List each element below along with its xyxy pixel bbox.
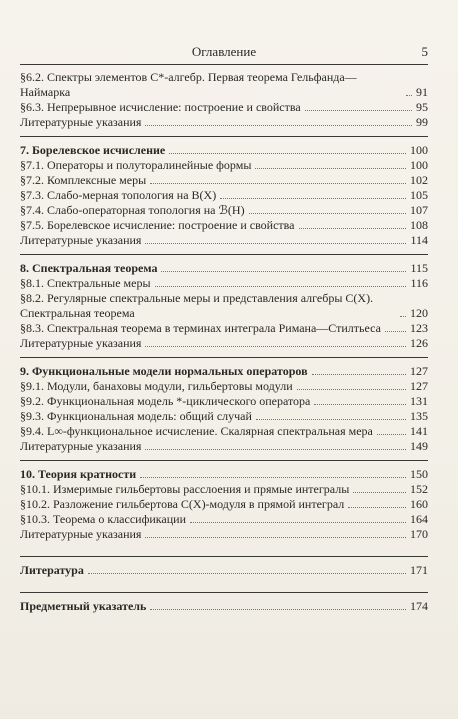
leader-dots	[249, 213, 406, 214]
toc-entry-page: 102	[410, 173, 428, 187]
toc-entry-page: 127	[410, 379, 428, 393]
toc-entry-page: 170	[410, 527, 428, 541]
toc-entry-label: §9.3. Функциональная модель: общий случай	[20, 409, 252, 423]
leader-dots	[155, 286, 407, 287]
toc-entry-page: 174	[410, 599, 428, 613]
toc-entry-label: §7.4. Слабо-операторная топология на ℬ(H)	[20, 203, 245, 217]
leader-dots	[406, 95, 412, 96]
toc-entry-page: 127	[410, 364, 428, 378]
leader-dots	[150, 183, 406, 184]
leader-dots	[88, 573, 406, 574]
toc-entry-label: §10.3. Теорема о классификации	[20, 512, 187, 526]
toc-entry[interactable]	[20, 158, 428, 173]
toc-entry-page: 150	[410, 467, 428, 481]
leader-dots	[385, 331, 406, 332]
toc-entry-label: §10.2. Разложение гильбертова C(X)-модуля в прямой интеграл	[20, 497, 345, 511]
section-separator	[20, 578, 428, 586]
header-title: Оглавление	[191, 44, 257, 59]
toc-entry-page: 115	[410, 261, 428, 275]
toc-entry-label: Литературные указания	[20, 527, 142, 541]
leader-dots	[256, 419, 406, 420]
toc-entry-label: Литературные указания	[20, 336, 142, 350]
leader-dots	[299, 228, 407, 229]
toc-entry[interactable]	[20, 424, 428, 439]
toc-entry-label: §8.2. Регулярные спектральные меры и представления алгебры C(X). Спектральная теорема	[20, 291, 374, 320]
toc-entry-page: 171	[410, 563, 428, 577]
toc-entry[interactable]	[20, 218, 428, 233]
toc-entry-label: §6.3. Непрерывное исчисление: построение и свойства	[20, 100, 301, 114]
toc-entry[interactable]	[20, 497, 428, 512]
section-separator	[20, 136, 428, 137]
leader-dots	[400, 316, 406, 317]
leader-dots	[314, 404, 406, 405]
toc-entry-page: 95	[416, 100, 428, 114]
toc-entry[interactable]	[20, 173, 428, 188]
toc-entry-label: §9.4. L∞-функциональное исчисление. Скалярная спектральная мера	[20, 424, 373, 438]
toc-entry[interactable]	[20, 321, 428, 336]
toc-entry-page: 160	[410, 497, 428, 511]
toc-entry[interactable]	[20, 409, 428, 424]
toc-entry[interactable]	[20, 527, 428, 542]
toc-entry-page: 141	[410, 424, 428, 438]
toc-entry-label: §9.1. Модули, банаховы модули, гильбертовы модули	[20, 379, 293, 393]
toc-entry-label: §7.2. Комплексные меры	[20, 173, 147, 187]
toc-entry-page: 100	[410, 143, 428, 157]
leader-dots	[145, 449, 406, 450]
toc-chapter-entry[interactable]	[20, 563, 428, 578]
toc-entry-page: 105	[410, 188, 428, 202]
toc-chapter-entry[interactable]	[20, 599, 428, 614]
leader-dots	[150, 609, 406, 610]
toc-entry[interactable]	[20, 276, 428, 291]
toc-entry[interactable]	[20, 394, 428, 409]
toc-entry-page: 135	[410, 409, 428, 423]
toc-entry-page: 107	[410, 203, 428, 217]
toc-entry-label: 9. Функциональные модели нормальных операторов	[20, 364, 308, 378]
leader-dots	[377, 434, 406, 435]
leader-dots	[190, 522, 406, 523]
toc-entry-page: 99	[416, 115, 428, 129]
toc-entry-label: §10.1. Измеримые гильбертовы расслоения и прямые интегралы	[20, 482, 350, 496]
leader-dots	[169, 153, 406, 154]
leader-dots	[297, 389, 406, 390]
section-separator	[20, 460, 428, 461]
toc-entry-page: 126	[410, 336, 428, 350]
toc-entry[interactable]	[20, 336, 428, 351]
toc-entry[interactable]	[20, 512, 428, 527]
toc-entry[interactable]	[20, 482, 428, 497]
toc-entry-page: 116	[410, 276, 428, 290]
toc-entry-label: §7.3. Слабо-мерная топология на B(X)	[20, 188, 217, 202]
toc-entry[interactable]	[20, 100, 428, 115]
leader-dots	[255, 168, 406, 169]
toc-entry[interactable]	[20, 233, 428, 248]
toc-entry-label: §8.3. Спектральная теорема в терминах интеграла Римана—Стилтьеса	[20, 321, 381, 335]
toc-entry-page: 164	[410, 512, 428, 526]
toc-entry[interactable]	[20, 115, 428, 130]
leader-dots	[140, 477, 406, 478]
toc-entry-label: 8. Спектральная теорема	[20, 261, 158, 275]
leader-dots	[145, 243, 406, 244]
toc-chapter-entry[interactable]	[20, 261, 428, 276]
toc-entry-label: 10. Теория кратности	[20, 467, 137, 481]
leader-dots	[145, 125, 412, 126]
toc-chapter-entry[interactable]	[20, 467, 428, 482]
toc-entry-label: Литературные указания	[20, 233, 142, 247]
toc-entry-label: §7.1. Операторы и полуторалинейные формы	[20, 158, 252, 172]
toc-entry-label: §9.2. Функциональная модель *-циклического оператора	[20, 394, 311, 408]
toc-entry-page: 114	[410, 233, 428, 247]
leader-dots	[145, 346, 406, 347]
toc-entry-page: 108	[410, 218, 428, 232]
toc-entry-page: 100	[410, 158, 428, 172]
toc-entry[interactable]	[20, 70, 428, 100]
toc-chapter-entry[interactable]	[20, 143, 428, 158]
toc-entry[interactable]	[20, 439, 428, 454]
toc-entry-page: 120	[410, 306, 428, 320]
toc-entry-label: §6.2. Спектры элементов C*-алгебр. Первая теорема Гельфанда—Наймарка	[20, 70, 357, 99]
toc-entry-page: 123	[410, 321, 428, 335]
leader-dots	[220, 198, 406, 199]
toc-entry-page: 149	[410, 439, 428, 453]
section-separator	[20, 556, 428, 557]
leader-dots	[305, 110, 412, 111]
toc-chapter-entry[interactable]	[20, 364, 428, 379]
leader-dots	[348, 507, 406, 508]
table-of-contents	[20, 70, 428, 614]
leader-dots	[145, 537, 406, 538]
header-page-number: 5	[421, 44, 428, 59]
running-header	[20, 44, 428, 65]
toc-entry[interactable]	[20, 379, 428, 394]
toc-entry-page: 91	[416, 85, 428, 99]
section-separator	[20, 357, 428, 358]
toc-entry-label: 7. Борелевское исчисление	[20, 143, 166, 157]
leader-dots	[161, 271, 406, 272]
toc-entry-label: §8.1. Спектральные меры	[20, 276, 151, 290]
toc-entry-label: Предметный указатель	[20, 599, 147, 613]
toc-entry-page: 131	[410, 394, 428, 408]
section-separator	[20, 254, 428, 255]
toc-entry[interactable]	[20, 188, 428, 203]
toc-entry[interactable]	[20, 203, 428, 218]
toc-entry-label: Литературные указания	[20, 115, 142, 129]
toc-entry-label: Литература	[20, 563, 84, 577]
toc-entry-label: Литературные указания	[20, 439, 142, 453]
toc-entry-label: §7.5. Борелевское исчисление: построение и свойства	[20, 218, 295, 232]
toc-entry[interactable]	[20, 291, 428, 321]
leader-dots	[353, 492, 406, 493]
section-separator	[20, 592, 428, 593]
section-separator	[20, 542, 428, 550]
toc-entry-page: 152	[410, 482, 428, 496]
leader-dots	[312, 374, 406, 375]
